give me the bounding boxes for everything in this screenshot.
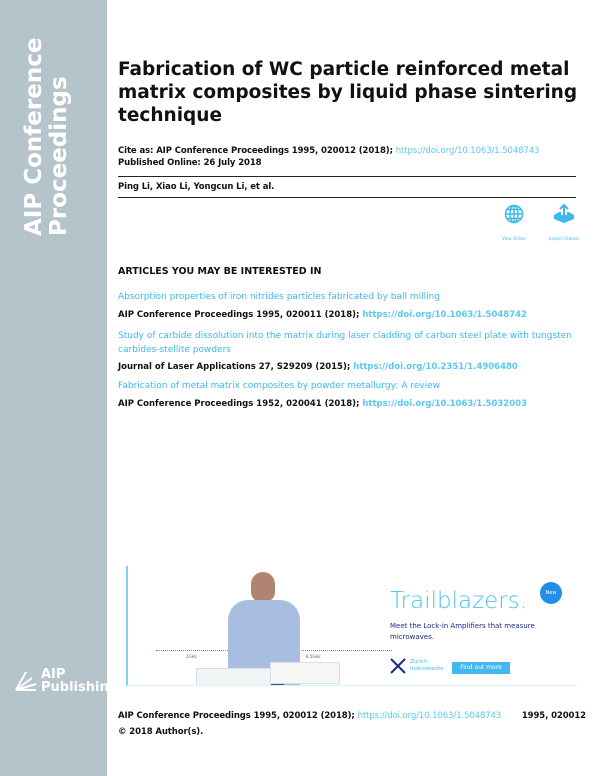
related-article-doi[interactable]: https://doi.org/10.1063/1.5048742	[362, 309, 527, 320]
cite-text: Cite as: AIP Conference Proceedings 1995, 020012 (2018);	[118, 146, 396, 156]
ad-headline: Trailblazers.	[390, 588, 528, 614]
view-online-button[interactable]	[494, 204, 534, 241]
zurich-logo-icon	[390, 658, 406, 674]
article-title: Fabrication of WC particle reinforced metal matrix composites by liquid phase sintering technique	[118, 59, 578, 126]
related-article-doi[interactable]: https://doi.org/10.2351/1.4906480	[353, 362, 518, 372]
related-article	[118, 330, 578, 375]
footer-doi-link[interactable]: https://doi.org/10.1063/1.5048743	[357, 711, 502, 721]
footer-citation	[118, 711, 586, 721]
export-citation-label: Export Citation	[549, 236, 579, 241]
publisher-logo	[14, 668, 118, 694]
publisher-line-1: AIP	[41, 667, 66, 682]
related-article-title[interactable]: Fabrication of metal matrix composites by powder metallurgy: A review	[118, 381, 440, 391]
journal-line-2: Proceedings	[46, 76, 72, 236]
ad-label-right: 8.5GHz	[306, 654, 321, 659]
related-article-source: Journal of Laser Applications 27, S29209 (2015);	[118, 362, 354, 372]
related-article-source: AIP Conference Proceedings 1952, 020041 (2018);	[118, 398, 363, 409]
ad-tagline: Meet the Lock-in Amplifiers that measure microwaves.	[390, 622, 535, 641]
sidebar	[0, 0, 119, 776]
view-online-label: View Online	[502, 236, 526, 241]
doi-link[interactable]: https://doi.org/10.1063/1.5048743	[395, 146, 540, 156]
publisher-line-2: Publishing	[41, 680, 119, 695]
related-article-source: AIP Conference Proceedings 1995, 020011 (2018);	[118, 309, 363, 320]
citation	[118, 145, 539, 169]
ad-device-left	[196, 668, 271, 686]
ad-new-badge: New	[540, 582, 562, 604]
brand-line-2: Instruments	[410, 666, 444, 672]
related-article	[118, 291, 578, 322]
copyright: © 2018 Author(s).	[118, 727, 204, 737]
ad-brand	[410, 659, 443, 673]
brand-line-1: Zurich	[410, 659, 428, 665]
related-heading: ARTICLES YOU MAY BE INTERESTED IN	[118, 266, 322, 277]
export-icon	[552, 204, 576, 224]
related-article-title[interactable]: Absorption properties of iron nitrides particles fabricated by ball milling	[118, 292, 441, 302]
globe-icon	[504, 204, 524, 224]
aip-logo-icon	[14, 670, 38, 692]
export-citation-button[interactable]	[544, 204, 584, 241]
journal-name	[22, 38, 72, 236]
find-out-more-button[interactable]: Find out more	[452, 662, 510, 674]
divider	[118, 197, 576, 198]
published-date: Published Online: 26 July 2018	[118, 158, 262, 168]
related-article	[118, 380, 578, 411]
footer-cite-text: AIP Conference Proceedings 1995, 020012 (2018);	[118, 711, 358, 721]
divider	[118, 176, 576, 177]
ad-device-right	[270, 662, 340, 684]
related-article-title[interactable]: Study of carbide dissolution into the matrix during laser cladding of carbon steel plate with tungsten carbides-stellite powders	[118, 331, 572, 355]
authors[interactable]: Ping Li, Xiao Li, Yongcun Li, et al.	[118, 182, 275, 192]
footer-page-number: 1995, 020012	[521, 711, 586, 721]
related-article-doi[interactable]: https://doi.org/10.1063/1.5032003	[362, 398, 527, 409]
journal-line-1: AIP Conference	[21, 37, 47, 236]
ad-label-left: 2GHz	[186, 654, 197, 659]
advertisement-banner[interactable]	[126, 566, 577, 686]
